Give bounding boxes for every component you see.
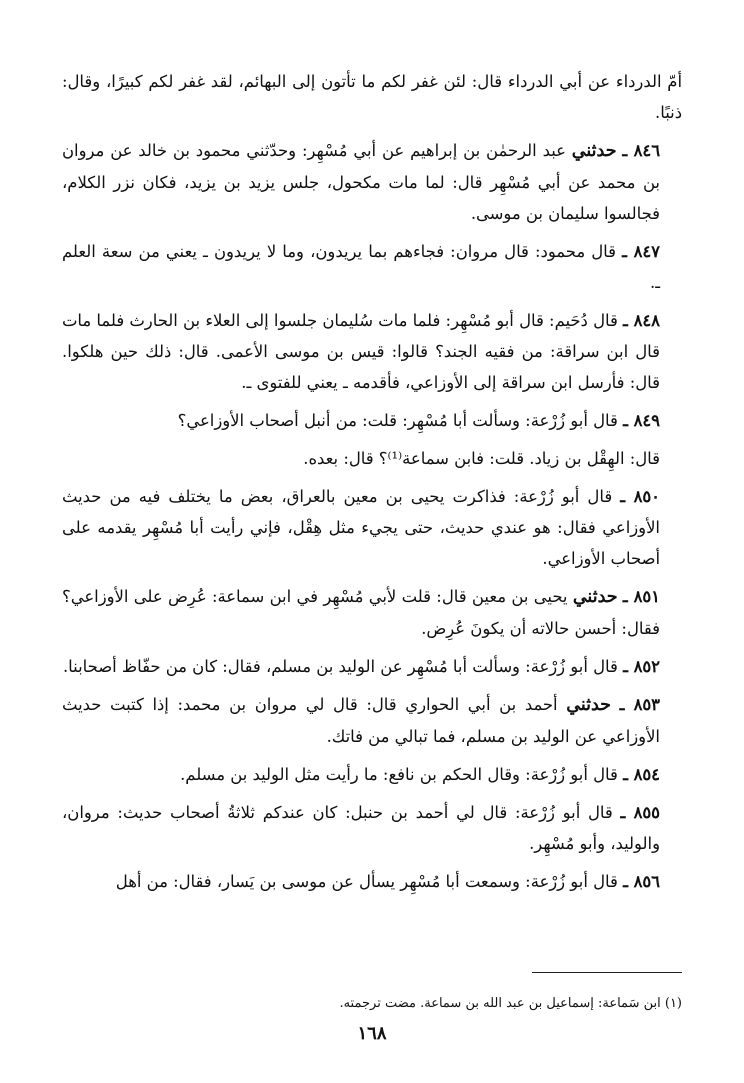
paragraph xyxy=(62,866,682,897)
paragraph xyxy=(62,305,682,398)
page-body xyxy=(62,66,682,897)
paragraph xyxy=(62,759,682,790)
paragraph xyxy=(62,581,682,644)
paragraph-text: قال أبو زُرْعة: وسألت أبا مُسْهِر: قلت: من أنبل أصحاب الأوزاعي؟ xyxy=(177,411,618,430)
paragraph xyxy=(62,651,682,682)
narration-keyword: حدثني xyxy=(572,587,618,607)
paragraph xyxy=(62,236,682,298)
footnote: (١) ابن سَماعة: إسماعيل بن عبد الله بن سماعة. مضت ترجمته. xyxy=(339,996,682,1011)
paragraph-text: قال محمود: قال مروان: فجاءهم بما يريدون، وما لا يريدون ـ يعني من سعة العلم ـ. xyxy=(62,242,660,292)
paragraph-text: قال أبو زُرْعة: وسمعت أبا مُسْهِر يسأل عن موسى بن يَسار، فقال: من أهل xyxy=(115,872,618,891)
paragraph xyxy=(62,443,682,474)
paragraph xyxy=(62,797,682,859)
paragraph-text: قال أبو زُرْعة: فذاكرت يحيى بن معين بالعراق، بعض ما يختلف فيه من حديث الأوزاعي فقال: هو عندي حديث، حتى يجيء مثل هِقْل، فإني رأيت أبا مُسْهِر يقدمه على أصحاب الأوزاعي. xyxy=(62,487,660,568)
paragraph xyxy=(62,481,682,574)
entry-number: ٨٥٢ ـ xyxy=(623,657,660,676)
paragraph-text: يحيى بن معين قال: قلت لأبي مُسْهِر في ابن سماعة: عُرِض على الأوزاعي؟ فقال: أحسن حالاته أن يكونَ عُرِض. xyxy=(62,587,660,638)
paragraph-text: قال أبو زُرْعة: وقال الحكم بن نافع: ما رأيت مثل الوليد بن مسلم. xyxy=(180,765,618,784)
paragraph xyxy=(62,405,682,436)
paragraph-text: قال دُحَيم: قال أبو مُسْهِر: فلما مات سُليمان جلسوا إلى العلاء بن الحارث فلما مات قال ابن سراقة: من فقيه الجند؟ قالوا: قيس بن موسى الأعمى. قال: ذلك حين هلكوا. قال: فأرسل ابن سراقة إلى الأوزاعي، فأقدمه ـ يعني للفتوى ـ. xyxy=(62,311,660,392)
entry-number: ٨٤٩ ـ xyxy=(623,411,660,430)
entry-number: ٨٥٦ ـ xyxy=(623,872,660,891)
paragraph-text: قال أبو زُرْعة: وسألت أبا مُسْهِر عن الوليد بن مسلم، فقال: كان من حفّاظ أصحابنا. xyxy=(62,657,618,676)
entry-number: ٨٤٧ ـ xyxy=(622,242,660,261)
paragraph-text: عبد الرحمٰن بن إبراهيم عن أبي مُسْهِر: وحدّثني محمود بن خالد عن مروان بن محمد عن أبي مُسْهِر قال: لما مات مكحول، جلس يزيد بن يزيد، فكان نزر الكلام، فجالسوا سليمان بن موسى. xyxy=(62,141,660,223)
narration-keyword: حدثني xyxy=(571,141,617,161)
paragraph xyxy=(62,66,682,128)
paragraph-text: قال أبو زُرْعة: قال لي أحمد بن حنبل: كان عندكم ثلاثةُ أصحاب حديث: مروان، والوليد، وأبو مُسْهِر. xyxy=(62,803,660,853)
paragraph-text: أمّ الدرداء عن أبي الدرداء قال: لئن غفر لكم ما تأتون إلى البهائم، لقد غفر لكم كبيرًا، وقال: ذنبًا. xyxy=(62,72,682,122)
footnote-divider xyxy=(532,972,682,973)
page-number: ١٦٨ xyxy=(357,1023,387,1044)
entry-number: ٨٥٤ ـ xyxy=(623,765,660,784)
entry-number: ٨٤٨ ـ xyxy=(623,311,660,330)
paragraph xyxy=(62,689,682,752)
entry-number: ٨٥١ ـ xyxy=(622,587,660,606)
entry-number: ٨٥٠ ـ xyxy=(620,487,660,506)
entry-number: ٨٥٣ ـ xyxy=(619,695,660,714)
narration-keyword: حدثني xyxy=(566,695,611,715)
paragraph-text: أحمد بن أبي الحواري قال: قال لي مروان بن محمد: إذا كتبت حديث الأوزاعي عن الوليد بن مسلم، فما تبالي من فاتك. xyxy=(62,695,660,746)
entry-number: ٨٥٥ ـ xyxy=(620,803,660,822)
paragraph-text: قال: الهِقْل بن زياد. قلت: فابن سماعة⁽¹⁾؟ قال: بعده. xyxy=(303,449,660,468)
entry-number: ٨٤٦ ـ xyxy=(622,141,661,160)
paragraph xyxy=(62,135,682,229)
